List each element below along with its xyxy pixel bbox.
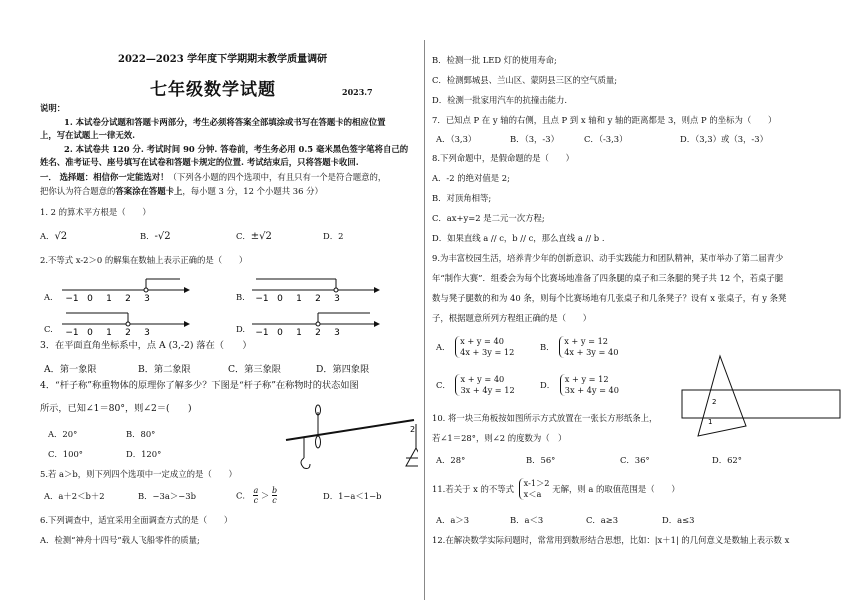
instruction-2: 2. 本试卷共 120 分. 考试时间 90 分钟. 答卷前，考生务必用 0.5 毫米黑色签字笔将自己的 [64, 144, 409, 154]
q10-option-d: D．62° [712, 455, 742, 465]
q4-option-b: B．80° [126, 429, 156, 439]
q8-option-b: B．对顶角相等; [432, 193, 492, 203]
q8-option-d: D．如果直线 a // c，b // c，那么直线 a // b . [432, 233, 605, 243]
q3-option-a: A．第一象限 [44, 364, 97, 375]
section-heading [40, 171, 386, 183]
svg-text:−1: −1 [255, 328, 269, 336]
svg-text:2: 2 [125, 294, 131, 302]
q4-option-a: A．20° [48, 429, 78, 439]
q9-option-c: C． x + y = 40 3x + 4y = 12 [436, 374, 515, 395]
q7-option-b: B．（3，-3） [510, 134, 559, 144]
exam-title: 七年级数学试题 [150, 80, 276, 100]
q9-option-a: A． x + y = 40 4x + 3y = 12 [436, 336, 515, 357]
q10-line-2: 若∠1＝28°，则∠2 的度数为（ ） [432, 433, 567, 443]
section-desc: （下列各小题的四个选项中，有且只有一个是符合题意的， [168, 172, 387, 182]
q1-stem: 1. 2 的算术平方根是（ ） [40, 207, 151, 217]
q6-option-c: C．检测鄄城县、兰山区、蒙阴县三区的空气质量; [432, 75, 618, 85]
q10-option-b: B．56° [526, 455, 556, 465]
q9-line-1: 9.为丰富校园生活，培养青少年的创新意识、动手实践能力和团队精神，某市举办了第二届青少 [432, 253, 784, 263]
svg-text:0: 0 [277, 294, 283, 302]
q9-line-3: 数与凳子腿数的和为 40 条，则每个比赛场地有几张桌子和几条凳子？设有 x 张桌子，有 y 条凳 [432, 293, 787, 303]
q11-option-a: A．a＞3 [436, 515, 470, 525]
q11-option-c: C．a≥3 [586, 515, 619, 525]
svg-text:1: 1 [106, 328, 112, 336]
section-title: 一． 选择题：相信你一定能选对！ [40, 172, 169, 182]
q10-option-c: C．36° [620, 455, 650, 465]
section-desc-line2: 把你认为符合题意的答案涂在答题卡上，每小题 3 分，12 个小题共 36 分） [40, 186, 323, 196]
q9-option-d: D． x + y = 12 3x + 4y = 40 [540, 374, 619, 395]
svg-text:2: 2 [315, 294, 321, 302]
exam-date: 2023.7 [342, 87, 373, 97]
svg-text:3: 3 [144, 328, 150, 336]
q4-option-c: C．100° [48, 449, 83, 459]
q9-line-4: 子，根据题意所列方程组正确的是（ ） [432, 313, 592, 323]
svg-text:3: 3 [334, 294, 340, 302]
q5-option-a: A．a＋2＜b＋2 [44, 491, 105, 501]
q5-option-b: B．−3a＞−3b [138, 491, 196, 501]
q3-option-c: C．第三象限 [228, 364, 281, 375]
q4-stem: 4．“杆子称”称重物体的原理你了解多少？下图是“杆子称”在称物时的状态如图 [40, 380, 359, 391]
svg-text:0: 0 [87, 328, 93, 336]
svg-text:0: 0 [87, 294, 93, 302]
svg-text:3: 3 [334, 328, 340, 336]
q2-option-d: D. [236, 324, 246, 334]
svg-text:3: 3 [144, 294, 150, 302]
q4-steelyard-figure [276, 398, 418, 478]
q9-line-2: 年“制作大赛”．组委会为每个比赛场地准备了四条腿的桌子和三条腿的凳子共 12 个，若桌子腿 [432, 273, 784, 283]
q10-option-a: A．28° [436, 455, 466, 465]
q12-line-1: 12.在解决数学实际问题时，常常用到数形结合思想，比如：|x＋1| 的几何意义是数轴上表示数 x [432, 535, 790, 545]
q2-stem: 2.不等式 x-2＞0 的解集在数轴上表示正确的是（ ） [40, 255, 248, 265]
q7-option-d: D．（3,3）或（3，-3） [680, 134, 768, 144]
svg-text:1: 1 [708, 418, 713, 426]
instruction-1: 1. 本试卷分试题和答题卡两部分，考生必须将答案全部填涂或书写在答题卡的相应位置 [64, 117, 386, 127]
q4-option-d: D．120° [126, 449, 162, 459]
q3-option-b: B．第二象限 [138, 364, 191, 375]
svg-text:2: 2 [125, 328, 131, 336]
q7-option-c: C．（-3,3） [584, 134, 628, 144]
q1-option-c: C．±√2 [236, 231, 272, 242]
svg-text:1: 1 [296, 328, 302, 336]
q6-option-b: B．检测一批 LED 灯的使用寿命; [432, 55, 557, 65]
q11-option-d: D．a≤3 [662, 515, 695, 525]
q6-option-a: A．检测“神舟十四号”载人飞船零件的质量; [40, 535, 200, 545]
svg-text:0: 0 [277, 328, 283, 336]
q2-number-line-b [250, 274, 390, 302]
q7-option-a: A．（3,3） [436, 134, 477, 144]
q3-option-d: D．第四象限 [316, 364, 370, 375]
q7-stem: 7．已知点 P 在 y 轴的右侧，且点 P 到 x 轴和 y 轴的距离都是 3，则点 P 的坐标为（ ） [432, 115, 777, 125]
q3-stem: 3．在平面直角坐标系中，点 A (3,-2) 落在（ ） [40, 340, 252, 351]
q5-stem: 5.若 a＞b，则下列四个选项中一定成立的是（ ） [40, 469, 237, 479]
q10-triangle-figure [680, 354, 842, 454]
q2-number-line-d [250, 308, 390, 336]
q11-stem: 11.若关于 x 的不等式 x-1＞2 x＜a 无解，则 a 的取值范围是（ ） [432, 478, 680, 499]
svg-text:2: 2 [410, 425, 416, 434]
q6-stem: 6.下列调查中，适宜采用全面调查方式的是（ ） [40, 515, 233, 525]
instructions-label: 说明： [40, 103, 66, 113]
q2-number-line-c [60, 308, 200, 336]
svg-text:−1: −1 [65, 328, 79, 336]
q8-option-a: A．-2 的绝对值是 2; [432, 173, 510, 183]
q10-line-1: 10. 将一块三角板按如图所示方式放置在一张长方形纸条上， [432, 413, 658, 423]
q5-option-d: D．1−a＜1−b [323, 491, 382, 501]
q4-stem-2: 所示，已知∠1＝80°，则∠2＝( ) [40, 403, 192, 414]
svg-text:−1: −1 [65, 294, 79, 302]
q6-option-d: D．检测一批家用汽车的抗撞击能力. [432, 95, 568, 105]
svg-text:2: 2 [712, 398, 717, 406]
instruction-1-cont: 上，写在试题上一律无效. [40, 130, 136, 140]
q11-option-b: B．a＜3 [510, 515, 544, 525]
svg-text:1: 1 [296, 294, 302, 302]
svg-text:−1: −1 [255, 294, 269, 302]
svg-text:2: 2 [315, 328, 321, 336]
q9-option-b: B． x + y = 12 4x + 3y = 40 [540, 336, 619, 357]
q2-number-line-a [60, 274, 200, 302]
q1-option-d: D．2 [323, 231, 344, 241]
q5-option-c: C． $\frac{a}{c}$ ＞ $\frac{b}{c}$ [236, 486, 278, 505]
q2-option-b: B. [236, 292, 245, 302]
q2-option-c: C. [44, 324, 53, 334]
column-divider [424, 40, 425, 600]
q2-option-a: A. [44, 292, 53, 302]
svg-text:1: 1 [106, 294, 112, 302]
q1-option-a: A．√2 [40, 231, 68, 242]
q8-option-c: C．ax+y=2 是二元一次方程; [432, 213, 545, 223]
school-title: 2022—2023 学年度下学期期末教学质量调研 [118, 54, 328, 65]
q1-option-b: B．-√2 [140, 231, 171, 242]
q8-stem: 8.下列命题中，是假命题的是（ ） [432, 153, 574, 163]
instruction-2-cont: 姓名、准考证号、座号填写在试卷和答题卡规定的位置. 考试结束后，只将答题卡收回. [40, 157, 359, 167]
